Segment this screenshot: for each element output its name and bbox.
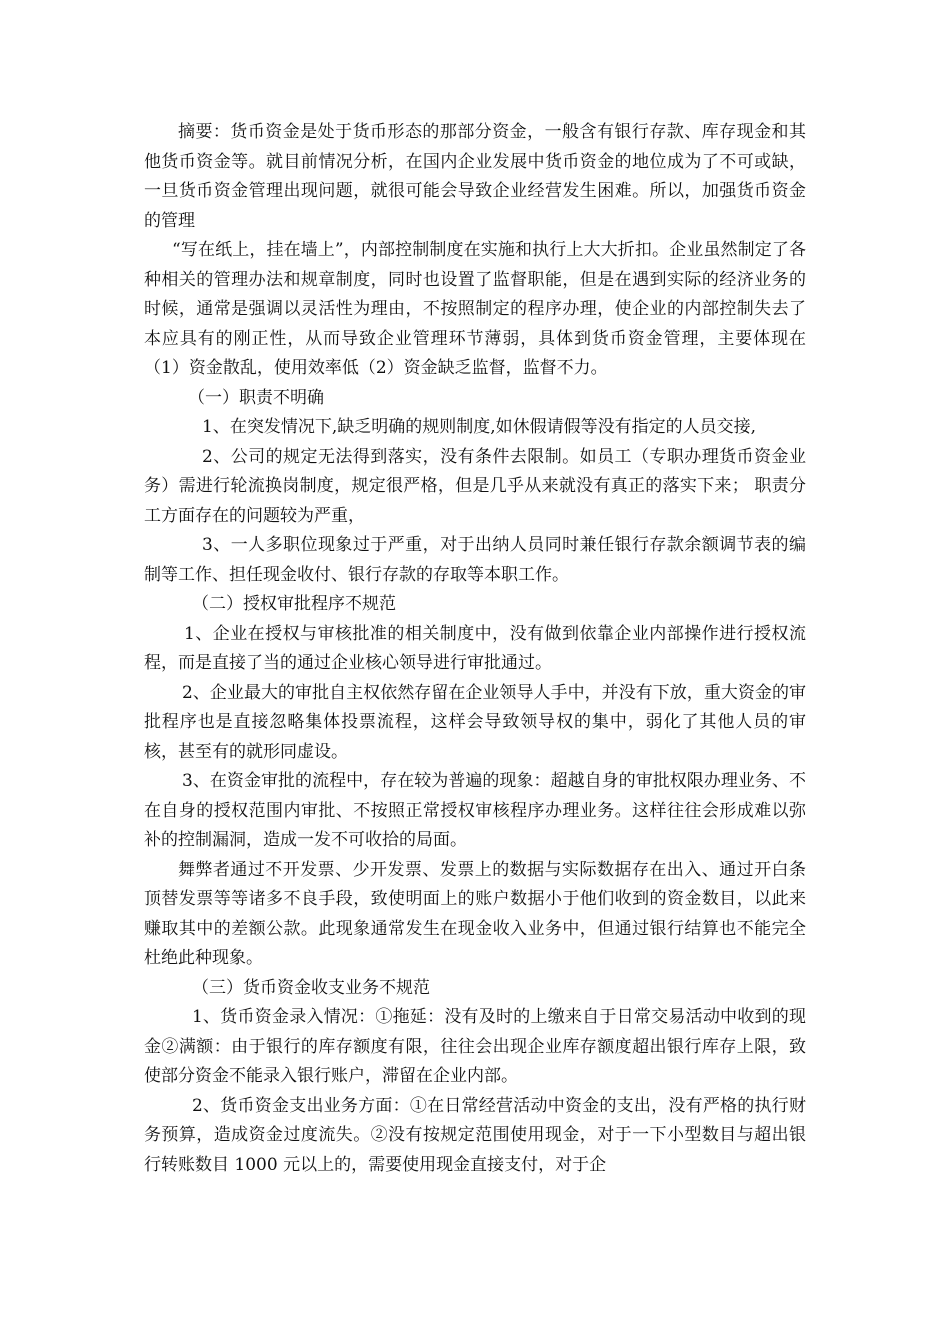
list-item: 2、货币资金支出业务方面：①在日常经营活动中资金的支出，没有严格的执行财务预算，造成资金过度流失。②没有按规定范围使用现金，对于一下小型数目与超出银行转账数目 1000 元以上的，需要使用现金直接支付，对于企 (144, 1095, 806, 1175)
list-item: 3、在资金审批的流程中，存在较为普遍的现象：超越自身的审批权限办理业务、不在自身的授权范围内审批、不按照正常授权审核程序办理业务。这样往往会形成难以弥补的控制漏洞，造成一发不可收拾的局面。 (144, 771, 806, 850)
section-heading: （二）授权审批程序不规范 (192, 594, 396, 614)
body-paragraph: 舞弊者通过不开发票、少开发票、发票上的数据与实际数据存在出入、通过开白条顶替发票等等诸多不良手段，致使明面上的账户数据小于他们收到的资金数目，以此来赚取其中的差额公款。此现象通常发生在现金收入业务中，但通过银行结算也不能完全杜绝此种现象。 (144, 859, 806, 968)
section-heading: （三）货币资金收支业务不规范 (192, 977, 430, 998)
list-item: 3、一人多职位现象过于严重，对于出纳人员同时兼任银行存款余额调节表的编制等工作、担任现金收付、银行存款的存取等本职工作。 (144, 535, 806, 585)
list-item: 1、在突发情况下,缺乏明确的规则制度,如休假请假等没有指定的人员交接, (202, 417, 757, 437)
document-body (144, 118, 806, 1180)
body-paragraph: “写在纸上，挂在墙上”，内部控制制度在实施和执行上大大折扣。企业虽然制定了各种相关的管理办法和规章制度，同时也设置了监督职能，但是在遇到实际的经济业务的时候，通常是强调以灵活性为理由，不按照制定的程序办理，使企业的内部控制失去了本应具有的刚正性，从而导致企业管理环节薄弱，具体到货币资金管理，主要体现在（1）资金散乱，使用效率低（2）资金缺乏监督，监督不力。 (144, 240, 806, 378)
abstract-paragraph: 摘要：货币资金是处于货币形态的那部分资金，一般含有银行存款、库存现金和其他货币资金等。就目前情况分析，在国内企业发展中货币资金的地位成为了不可或缺，一旦货币资金管理出现问题，就很可能会导致企业经营发生困难。所以，加强货币资金的管理 (144, 122, 806, 231)
section-heading: （一）职责不明确 (188, 387, 324, 408)
list-item: 1、货币资金录入情况：①拖延：没有及时的上缴来自于日常交易活动中收到的现金②满额：由于银行的库存额度有限，往往会出现企业库存额度超出银行库存上限，致使部分资金不能录入银行账户，滞留在企业内部。 (144, 1007, 806, 1086)
list-item: 1、企业在授权与审核批准的相关制度中，没有做到依靠企业内部操作进行授权流程，而是直接了当的通过企业核心领导进行审批通过。 (144, 623, 806, 673)
list-item: 2、企业最大的审批自主权依然存留在企业领导人手中，并没有下放，重大资金的审批程序也是直接忽略集体投票流程，这样会导致领导权的集中，弱化了其他人员的审核，甚至有的就形同虚设。 (144, 682, 806, 762)
list-item: 2、公司的规定无法得到落实，没有条件去限制。如员工（专职办理货币资金业务）需进行轮流换岗制度，规定很严格，但是几乎从来就没有真正的落实下来； 职责分工方面存在的问题较为严重， (144, 446, 806, 526)
